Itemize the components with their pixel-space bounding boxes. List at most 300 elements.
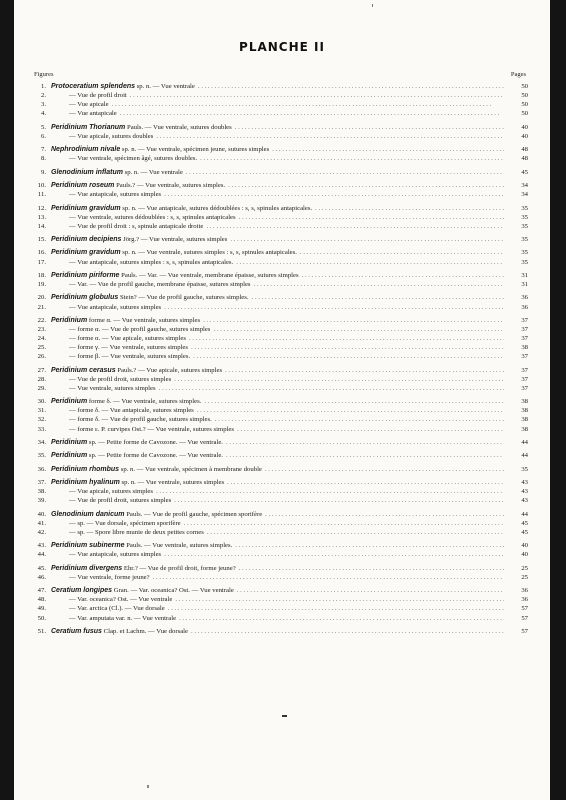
taxon-name: Peridinium roseum [51, 182, 115, 190]
figure-number: 51. [37, 627, 46, 635]
leader-dots [191, 627, 504, 636]
figure-entry [30, 204, 528, 213]
figure-entry [30, 343, 528, 352]
figure-caption [51, 425, 234, 434]
caption-text: Ehr.? — Vue de profil droit, forme jeune? [122, 564, 236, 572]
leader-dots [265, 510, 504, 519]
figure-entry [30, 325, 528, 334]
figure-entry [30, 406, 528, 415]
figure-entry [30, 519, 528, 528]
figure-entry [30, 528, 528, 537]
figure-number: 13. [37, 213, 46, 221]
figure-caption [51, 550, 161, 559]
page-number: 40 [521, 551, 528, 559]
caption-text: sp. n. — Vue ventrale, sutures simples : s, s, spinules antapicales. [120, 249, 297, 257]
leader-dots [207, 528, 504, 537]
leader-dots [272, 145, 504, 154]
figure-entry [30, 550, 528, 559]
page-number: 34 [521, 182, 528, 190]
caption-text: — forme γ. — Vue ventrale, sutures simples [69, 344, 188, 352]
page-number: 57 [521, 627, 528, 635]
caption-text: — Vue apicale, sutures simples [69, 488, 153, 496]
figure-caption [51, 564, 236, 573]
figure-entry [30, 451, 528, 460]
figure-entry [30, 109, 528, 118]
taxon-name: Ceratium longipes [51, 587, 113, 595]
figure-number: 36. [37, 465, 46, 473]
figure-number: 5. [40, 123, 46, 131]
figure-caption [51, 352, 190, 361]
figure-entry [30, 82, 528, 91]
figure-number: 7. [40, 146, 46, 154]
figure-group [30, 627, 528, 636]
figure-caption [51, 487, 153, 496]
page-number: 35 [521, 465, 528, 473]
taxon-name: Peridinium piriforme [51, 271, 120, 279]
leader-dots [159, 384, 504, 393]
caption-text: — forme ε. P. curvipes Ost.? — Vue ventrale, sutures simples [69, 425, 234, 433]
caption-text: Gran. — Var. oceanica? Ost. — Vue ventrale [112, 587, 234, 595]
caption-text: forme α. — Vue ventrale, sutures simples [87, 316, 201, 324]
figure-entry [30, 487, 528, 496]
leader-dots [239, 213, 504, 222]
figure-entry [30, 168, 528, 177]
figure-number: 47. [37, 587, 46, 595]
figure-number: 50. [37, 614, 46, 622]
figure-number: 33. [37, 425, 46, 433]
figure-caption [51, 510, 262, 519]
caption-text: — Vue antapicale, sutures simples : s, s, spinules antapicales. [69, 258, 234, 266]
caption-text: Pauls. — Vue de profil gauche, spécimen sporifère [124, 510, 263, 518]
figure-entry [30, 280, 528, 289]
figures-header: Figures [34, 71, 54, 78]
figure-number: 11. [37, 191, 46, 199]
page-number: 45 [521, 519, 528, 527]
figure-number: 14. [37, 222, 46, 230]
caption-text: sp. n. — Vue antapicale, sutures dédoublées : s, s, spinules antapicales. [120, 204, 313, 212]
figure-number: 26. [37, 353, 46, 361]
figure-number: 39. [37, 497, 46, 505]
page-number: 40 [521, 132, 528, 140]
taxon-name: Peridinium decipiens [51, 236, 122, 244]
caption-text: — Vue ventrale, spécimen âgé, sutures doubles. [69, 155, 198, 163]
figure-entry [30, 154, 528, 163]
page-number: 37 [521, 384, 528, 392]
taxon-name: Peridinium Thorianum [51, 123, 126, 131]
caption-text: — forme δ. — Vue de profil gauche, sutures simples. [69, 416, 212, 424]
leader-dots [315, 204, 504, 213]
figure-entry [30, 316, 528, 325]
figure-entry [30, 123, 528, 132]
leader-dots [215, 415, 504, 424]
page-number: 35 [521, 213, 528, 221]
figure-number: 1. [40, 83, 46, 90]
caption-text: — Vue ventrale, forme jeune? [69, 573, 150, 581]
page-number: 31 [521, 281, 528, 289]
page-number: 57 [521, 605, 528, 613]
figure-number: 34. [37, 438, 46, 446]
figure-caption [51, 154, 197, 163]
figure-caption [51, 303, 161, 312]
caption-text: — forme α. — Vue apicale, sutures simples [69, 335, 186, 343]
page-number: 43 [521, 479, 528, 487]
leader-dots [228, 181, 504, 190]
page-number: 38 [521, 344, 528, 352]
page-speck [372, 4, 373, 7]
caption-text: Clap. et Lachm. — Vue dorsale [101, 627, 188, 635]
leader-dots [174, 496, 504, 505]
figure-entry [30, 415, 528, 424]
figure-entry [30, 595, 528, 604]
figure-number: 35. [37, 452, 46, 460]
leader-dots [164, 550, 504, 559]
leader-dots [213, 325, 504, 334]
figure-entry [30, 145, 528, 154]
figure-number: 20. [37, 294, 46, 302]
page-number: 35 [521, 222, 528, 230]
figure-number: 10. [37, 182, 46, 190]
figure-caption [51, 91, 127, 100]
figure-entry [30, 100, 528, 109]
figure-group [30, 316, 528, 361]
page-ornament [282, 715, 287, 717]
leader-dots [252, 293, 504, 302]
page-number: 44 [521, 452, 528, 460]
caption-text: — sp. — Spore libre munie de deux petites cornes [69, 528, 204, 536]
leader-dots [179, 614, 504, 623]
figure-entry [30, 604, 528, 613]
leader-dots [168, 604, 504, 613]
figure-number: 48. [37, 596, 46, 604]
figure-group [30, 235, 528, 244]
figure-number: 37. [37, 479, 46, 487]
figure-entry [30, 235, 528, 244]
figure-caption [51, 496, 171, 505]
figure-caption [51, 271, 299, 280]
figure-caption [51, 465, 262, 474]
leader-dots [235, 123, 504, 132]
leader-dots [206, 222, 504, 231]
figure-number: 19. [37, 281, 46, 289]
figure-entry [30, 190, 528, 199]
caption-text: Pauls. — Var. — Vue ventrale, membrane épaisse, sutures simples [119, 271, 299, 279]
page-number: 45 [521, 168, 528, 176]
leader-dots [112, 100, 504, 109]
leader-dots [300, 248, 504, 257]
figure-group [30, 564, 528, 582]
figure-entry [30, 573, 528, 582]
figure-number: 46. [37, 573, 46, 581]
figure-group [30, 510, 528, 537]
figure-group [30, 541, 528, 559]
caption-text: sp. n. — Vue ventrale [122, 168, 183, 176]
page-number: 50 [521, 92, 528, 100]
figure-number: 41. [37, 519, 46, 527]
page-number: 38 [521, 416, 528, 424]
figure-entry [30, 248, 528, 257]
caption-text: — Vue de profil droit : s, spinule antapicale droite [69, 222, 204, 230]
figure-number: 27. [37, 366, 46, 374]
caption-text: forme δ. — Vue ventrale, sutures simples. [87, 398, 202, 406]
figure-caption [51, 438, 223, 447]
page-number: 37 [521, 353, 528, 361]
leader-dots [237, 425, 504, 434]
leader-dots [239, 564, 504, 573]
page-number: 40 [521, 123, 528, 131]
taxon-name: Nephrodinium nivale [51, 146, 121, 154]
caption-text: sp. — Petite forme de Cavozone. — Vue ventrale. [87, 452, 223, 460]
page-number: 35 [521, 258, 528, 266]
figure-number: 40. [37, 510, 46, 518]
figure-caption [51, 82, 195, 91]
figure-number: 8. [40, 155, 46, 163]
taxon-name: Peridinium rhombus [51, 465, 120, 473]
leader-dots [203, 316, 504, 325]
leader-dots [235, 541, 504, 550]
figure-caption [51, 132, 153, 141]
figure-caption [51, 397, 201, 406]
caption-text: sp. n. — Vue ventrale, spécimen jeune, sutures simples [120, 146, 270, 154]
figure-number: 2. [40, 92, 46, 100]
caption-text: Pauls. — Vue ventrale, sutures simples. [124, 542, 233, 550]
figure-entry [30, 541, 528, 550]
leader-dots [156, 132, 504, 141]
figure-number: 23. [37, 326, 46, 334]
figure-entry [30, 271, 528, 280]
page-number: 57 [521, 614, 528, 622]
leader-dots [120, 109, 504, 118]
caption-text: Stein? — Vue de profil gauche, sutures simples. [118, 294, 249, 302]
figure-entry [30, 181, 528, 190]
figure-entry [30, 397, 528, 406]
caption-text: — Vue apicale [69, 101, 109, 109]
figure-entry [30, 132, 528, 141]
caption-text: — Var. — Vue de profil gauche, membrane épaisse, sutures simples [69, 281, 251, 289]
figure-number: 45. [37, 564, 46, 572]
figure-group [30, 181, 528, 199]
figure-group [30, 82, 528, 118]
figure-caption [51, 343, 188, 352]
figure-number: 28. [37, 375, 46, 383]
caption-text: — Vue antapicale, sutures simples [69, 303, 162, 311]
figure-entry [30, 334, 528, 343]
figure-group [30, 168, 528, 177]
figure-entry [30, 375, 528, 384]
figure-number: 44. [37, 551, 46, 559]
caption-text: — forme α. — Vue de profil gauche, sutures simples [69, 326, 211, 334]
leader-dots [237, 586, 504, 595]
figure-number: 38. [37, 488, 46, 496]
figure-group [30, 586, 528, 622]
figure-number: 25. [37, 344, 46, 352]
figure-number: 21. [37, 303, 46, 311]
figure-caption [51, 334, 186, 343]
figure-caption [51, 366, 222, 375]
caption-text: sp. n. — Vue ventrale, sutures simples [119, 479, 225, 487]
page-number: 44 [521, 510, 528, 518]
figure-entry [30, 627, 528, 636]
page-number: 37 [521, 326, 528, 334]
leader-dots [130, 91, 504, 100]
leader-dots [184, 519, 504, 528]
page-number: 48 [521, 155, 528, 163]
figure-caption [51, 519, 181, 528]
caption-text: — Vue antapicale, sutures simples [69, 191, 162, 199]
figure-number: 22. [37, 316, 46, 324]
figure-entry [30, 564, 528, 573]
leader-dots [236, 258, 504, 267]
figure-group [30, 293, 528, 311]
figure-number: 3. [40, 101, 46, 109]
figure-caption [51, 627, 188, 636]
figure-caption [51, 280, 251, 289]
plate-title: PLANCHE II [239, 40, 325, 54]
caption-text: sp. n. — Vue ventrale, spécimen à membrane double [119, 465, 262, 473]
page-number: 50 [521, 101, 528, 109]
figure-caption [51, 248, 297, 257]
caption-text: — Var. arctica (Cl.). — Vue dorsale [69, 605, 165, 613]
taxon-name: Peridinium hyalinum [51, 479, 120, 487]
figure-number: 4. [40, 110, 46, 118]
figure-caption [51, 204, 312, 213]
figure-number: 30. [37, 398, 46, 406]
leader-dots [175, 595, 504, 604]
taxon-name: Peridinium gravidum [51, 204, 121, 212]
page-number: 37 [521, 335, 528, 343]
figure-group [30, 451, 528, 460]
figure-number: 43. [37, 542, 46, 550]
page-number: 36 [521, 294, 528, 302]
figure-entry [30, 478, 528, 487]
figure-caption [51, 595, 172, 604]
figure-caption [51, 586, 234, 595]
figure-entry [30, 213, 528, 222]
page-number: 25 [521, 573, 528, 581]
leader-dots [153, 573, 504, 582]
caption-text: — Vue de profil droit, sutures simples [69, 497, 172, 505]
figure-caption [51, 415, 212, 424]
leader-dots [225, 366, 504, 375]
caption-text: — Vue apicale, sutures doubles [69, 132, 154, 140]
taxon-name: Glenodinium danicum [51, 510, 125, 518]
leader-dots [302, 271, 504, 280]
document-page [14, 0, 550, 800]
figure-entry [30, 384, 528, 393]
page-number: 38 [521, 398, 528, 406]
leader-dots [189, 334, 504, 343]
leader-dots [227, 478, 504, 487]
figure-number: 31. [37, 407, 46, 415]
taxon-name: Peridinium cerasus [51, 366, 116, 374]
figure-group [30, 478, 528, 505]
figure-entry [30, 614, 528, 623]
figure-caption [51, 258, 233, 267]
figure-group [30, 123, 528, 141]
page-number: 37 [521, 316, 528, 324]
pages-header: Pages [510, 71, 526, 78]
taxon-name: Peridinium [51, 316, 88, 324]
leader-dots [265, 465, 504, 474]
page-number: 35 [521, 236, 528, 244]
figure-number: 9. [40, 168, 46, 176]
figure-entry [30, 425, 528, 434]
figure-number: 6. [40, 132, 46, 140]
leader-dots [164, 190, 504, 199]
taxon-name: Peridinium [51, 398, 88, 406]
caption-text: — Var. amputata var. n. — Vue ventrale [69, 614, 177, 622]
caption-text: — sp. — Vue dorsale, spécimen sporifère [69, 519, 181, 527]
leader-dots [230, 235, 504, 244]
leader-dots [226, 451, 504, 460]
leader-dots [254, 280, 504, 289]
figure-caption [51, 325, 210, 334]
figure-entry [30, 222, 528, 231]
figure-number: 12. [37, 204, 46, 212]
figure-entry [30, 303, 528, 312]
figure-caption [51, 181, 225, 190]
figure-number: 16. [37, 249, 46, 257]
page-number: 40 [521, 542, 528, 550]
leader-dots [156, 487, 504, 496]
figure-entry [30, 465, 528, 474]
caption-text: sp. n. — Vue ventrale [135, 83, 195, 90]
figure-number: 15. [37, 236, 46, 244]
figure-entry [30, 438, 528, 447]
figure-entry [30, 510, 528, 519]
page-number: 50 [521, 83, 528, 90]
leader-dots [193, 352, 504, 361]
leader-dots [198, 82, 504, 91]
page-number: 36 [521, 303, 528, 311]
taxon-name: Peridinium gravidum [51, 249, 121, 257]
caption-text: — Vue ventrale, sutures dédoublées : s, s, spinules antapicales [69, 213, 236, 221]
figure-caption [51, 573, 150, 582]
figure-list [30, 82, 528, 640]
figure-caption [51, 541, 232, 550]
figure-caption [51, 235, 227, 244]
figure-group [30, 271, 528, 289]
page-number: 44 [521, 438, 528, 446]
figure-entry [30, 352, 528, 361]
page-number: 38 [521, 407, 528, 415]
figure-group [30, 145, 528, 163]
caption-text: Pauls.? — Vue apicale, sutures simples [115, 366, 223, 374]
taxon-name: Peridinium globulus [51, 294, 119, 302]
leader-dots [164, 303, 504, 312]
leader-dots [174, 375, 504, 384]
page-number: 37 [521, 375, 528, 383]
figure-caption [51, 528, 204, 537]
figure-group [30, 248, 528, 266]
caption-text: Jörg.? — Vue ventrale, sutures simples [121, 236, 228, 244]
figure-entry [30, 258, 528, 267]
caption-text: sp. — Petite forme de Cavozone. — Vue ventrale. [87, 438, 223, 446]
caption-text: Pauls.? — Vue ventrale, sutures simples. [114, 182, 226, 190]
caption-text: — Vue de profil droit [69, 92, 127, 100]
caption-text: — Vue de profil droit, sutures simples [69, 375, 172, 383]
caption-text: — forme δ. — Vue antapicale, sutures simples [69, 407, 194, 415]
figure-caption [51, 190, 161, 199]
figure-group [30, 366, 528, 393]
figure-caption [51, 384, 156, 393]
page-number: 35 [521, 204, 528, 212]
figure-caption [51, 375, 171, 384]
page-number: 37 [521, 366, 528, 374]
page-number: 31 [521, 271, 528, 279]
page-number: 43 [521, 488, 528, 496]
figure-group [30, 204, 528, 231]
figure-entry [30, 293, 528, 302]
